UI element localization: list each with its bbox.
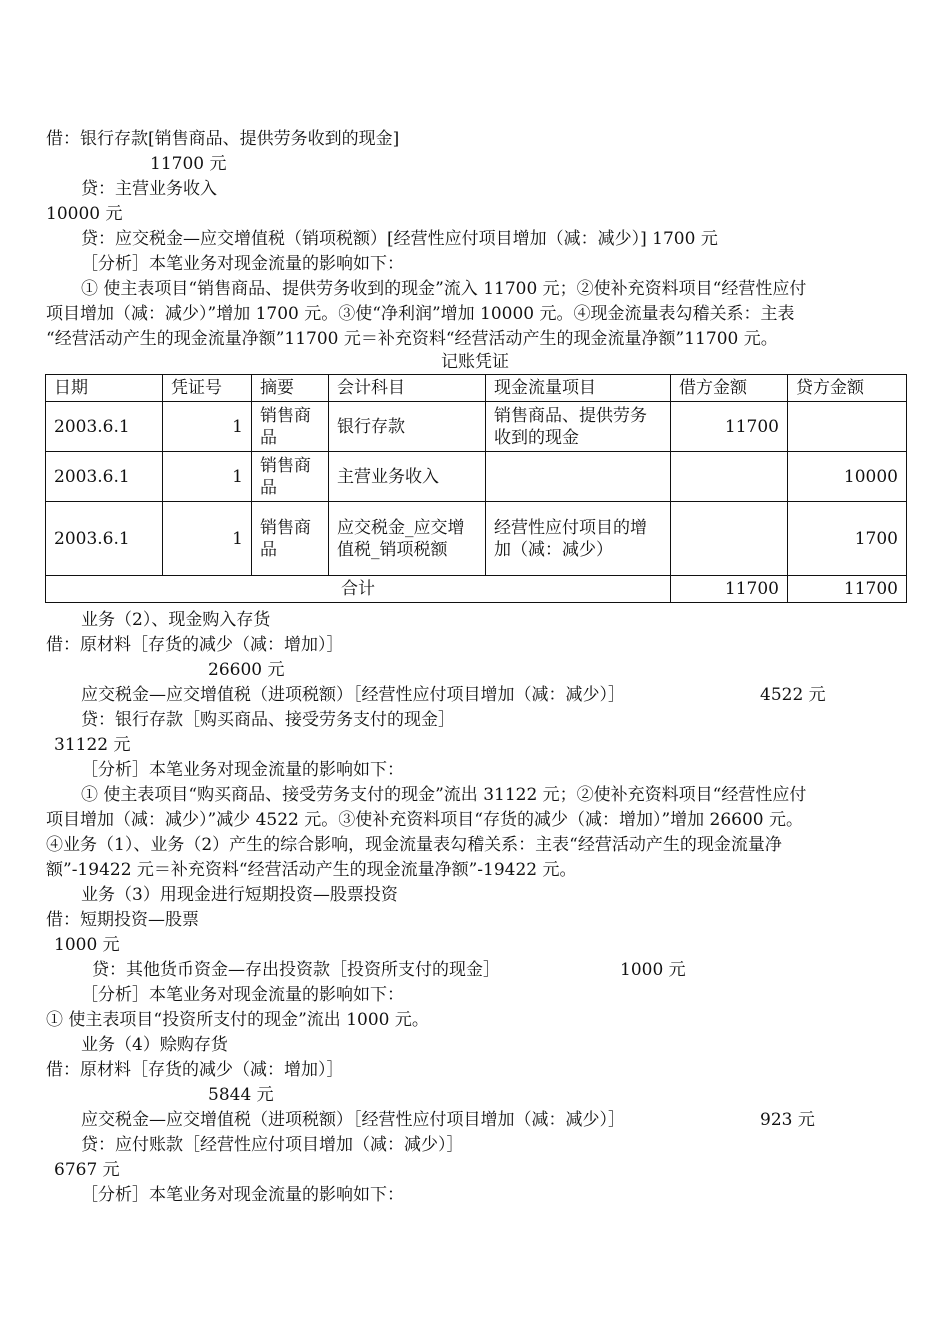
table-row	[46, 402, 907, 452]
summary-cell: 销售商品	[252, 402, 329, 452]
column-header: 凭证号	[163, 375, 252, 402]
text-line: 借：银行存款[销售商品、提供劳务收到的现金]	[46, 129, 400, 149]
section-heading: 业务（2）、现金购入存货	[81, 610, 271, 630]
total-credit: 11700	[788, 576, 907, 603]
section-heading: 业务（3）用现金进行短期投资—股票投资	[81, 885, 398, 905]
amount-line: 1000 元	[54, 935, 120, 955]
text-line: ① 使主表项目“投资所支付的现金”流出 1000 元。	[46, 1010, 429, 1030]
column-header: 贷方金额	[788, 375, 907, 402]
amount-line: 26600 元	[208, 660, 285, 680]
date-cell: 2003.6.1	[46, 402, 163, 452]
text-line: 项目增加（减：减少）”减少 4522 元。③使补充资料项目“存货的减少（减：增加）”增加 26600 元。	[46, 810, 804, 830]
column-header: 会计科目	[329, 375, 486, 402]
text-line: 项目增加（减：减少）”增加 1700 元。③使“净利润”增加 10000 元。④现金流量表勾稽关系：主表	[46, 304, 795, 324]
text-line: 借：短期投资—股票	[46, 910, 199, 930]
table-row	[46, 452, 907, 502]
voucher-no-cell: 1	[163, 402, 252, 452]
credit-cell: 10000	[788, 452, 907, 502]
text-line: ① 使主表项目“销售商品、提供劳务收到的现金”流入 11700 元；②使补充资料项目“经营性应付	[81, 279, 807, 299]
text-line: ④业务（1）、业务（2）产生的综合影响，现金流量表勾稽关系：主表“经营活动产生的现金流量净	[46, 835, 782, 855]
amount-line: 11700 元	[150, 154, 227, 174]
column-header: 摘要	[252, 375, 329, 402]
text-line: 应交税金—应交增值税（进项税额）［经营性应付项目增加（减：减少）］	[81, 685, 625, 705]
text-line: 借：原材料［存货的减少（减：增加）］	[46, 635, 344, 655]
summary-cell: 销售商品	[252, 452, 329, 502]
text-line: 额”-19422 元＝补充资料“经营活动产生的现金流量净额”-19422 元。	[46, 860, 577, 880]
text-line: 贷：主营业务收入	[81, 179, 217, 199]
voucher-table	[45, 374, 907, 603]
voucher-caption: 记账凭证	[441, 352, 509, 372]
table-row	[46, 502, 907, 576]
text-line: 贷：应付账款［经营性应付项目增加（减：减少）］	[81, 1135, 464, 1155]
credit-cell: 1700	[788, 502, 907, 576]
analysis-heading: ［分析］本笔业务对现金流量的影响如下：	[81, 985, 404, 1005]
debit-cell: 11700	[671, 402, 788, 452]
text-line: ① 使主表项目“购买商品、接受劳务支付的现金”流出 31122 元；②使补充资料项目“经营性应付	[81, 785, 807, 805]
text-line: 借：原材料［存货的减少（减：增加）］	[46, 1060, 344, 1080]
analysis-heading: ［分析］本笔业务对现金流量的影响如下：	[81, 760, 404, 780]
section-heading: 业务（4）赊购存货	[81, 1035, 228, 1055]
cashflow-item-cell	[486, 452, 671, 502]
cashflow-item-cell: 经营性应付项目的增加（减：减少）	[486, 502, 671, 576]
account-cell: 银行存款	[329, 402, 486, 452]
text-line: 贷：银行存款［购买商品、接受劳务支付的现金］	[81, 710, 455, 730]
voucher-no-cell: 1	[163, 452, 252, 502]
cashflow-item-cell: 销售商品、提供劳务收到的现金	[486, 402, 671, 452]
amount-line: 4522 元	[760, 685, 826, 705]
total-debit: 11700	[671, 576, 788, 603]
date-cell: 2003.6.1	[46, 452, 163, 502]
text-line: 应交税金—应交增值税（进项税额）［经营性应付项目增加（减：减少）］	[81, 1110, 625, 1130]
table-header-row	[46, 375, 907, 402]
amount-line: 6767 元	[54, 1160, 120, 1180]
amount-line: 5844 元	[208, 1085, 274, 1105]
text-line: 贷：应交税金—应交增值税（销项税额）[经营性应付项目增加（减：减少）] 1700 元	[81, 229, 718, 249]
analysis-heading: ［分析］本笔业务对现金流量的影响如下：	[81, 1185, 404, 1205]
column-header: 现金流量项目	[486, 375, 671, 402]
total-label: 合计	[46, 576, 671, 603]
account-cell: 应交税金_应交增值税_销项税额	[329, 502, 486, 576]
summary-cell: 销售商品	[252, 502, 329, 576]
column-header: 日期	[46, 375, 163, 402]
total-row	[46, 576, 907, 603]
voucher-no-cell: 1	[163, 502, 252, 576]
account-cell: 主营业务收入	[329, 452, 486, 502]
amount-line: 31122 元	[54, 735, 131, 755]
text-line: 贷：其他货币资金—存出投资款［投资所支付的现金］	[92, 960, 500, 980]
amount-line: 923 元	[760, 1110, 815, 1130]
debit-cell	[671, 502, 788, 576]
date-cell: 2003.6.1	[46, 502, 163, 576]
credit-cell	[788, 402, 907, 452]
text-line: “经营活动产生的现金流量净额”11700 元＝补充资料“经营活动产生的现金流量净额”11700 元。	[46, 329, 778, 349]
amount-line: 10000 元	[46, 204, 123, 224]
column-header: 借方金额	[671, 375, 788, 402]
debit-cell	[671, 452, 788, 502]
amount-line: 1000 元	[620, 960, 686, 980]
analysis-heading: ［分析］本笔业务对现金流量的影响如下：	[81, 254, 404, 274]
